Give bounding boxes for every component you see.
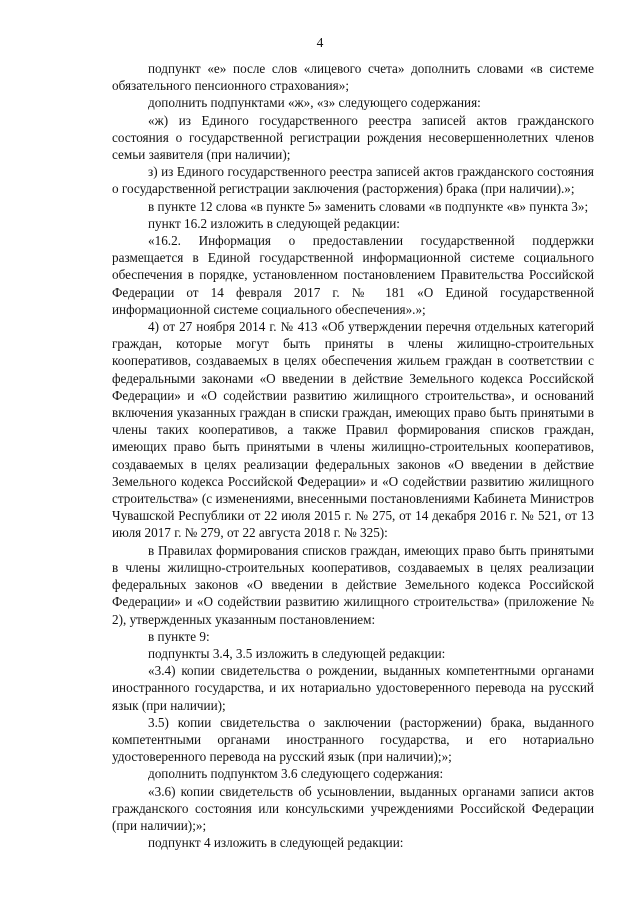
paragraph: подпункт 4 изложить в следующей редакции: [148,835,404,851]
paragraph: 3.5) копии свидетельства о заключении (расторжении) брака, выданного компетентными органами иностранного государства, и его нотариально удостоверенного перевода на русский язык (при наличии);»; [112,714,594,765]
page-number: 4 [316,35,324,50]
paragraph: «3.4) копии свидетельства о рождении, выданных компетентными органами иностранного государства, и их нотариально удостоверенного перевода на русский язык (при наличии); [112,663,594,713]
paragraph: дополнить подпунктами «ж», «з» следующего содержания: [148,95,481,111]
paragraph: 4) от 27 ноября 2014 г. № 413 «Об утверждении перечня отдельных категорий граждан, которые могут быть приняты в члены жилищно-строительных кооперативов, создаваемых в целях обеспечения жильем граждан в соответствии с федеральными законами «О введении в действие Земельного кодекса Российской Федерации» и «О содействии развитию жилищного строительства», и оснований включения указанных граждан в списки граждан, имеющих право быть принятыми в члены таких кооперативов, а также Правил формирования списков граждан, имеющих право быть принятыми в члены жилищно-строительных кооперативов, создаваемых в целях реализации федеральных законов «О введении в действие Земельного кодекса Российской Федерации» и «О содействии развитию жилищного строительства» (с изменениями, внесенными постановлениями Кабинета Министров Чувашской Республики от 22 июля 2015 г. № 275, от 14 декабря 2016 г. № 521, от 13 июля 2017 г. № 279, от 22 августа 2018 г. № 325): [112,319,594,541]
paragraph: пункт 16.2 изложить в следующей редакции: [148,215,400,231]
paragraph: в пункте 12 слова «в пункте 5» заменить словами «в подпункте «в» пункта 3»; [148,198,589,214]
paragraph: з) из Единого государственного реестра записей актов гражданского состояния о государственной регистрации заключения (расторжения) брака (при наличии).»; [112,164,594,197]
paragraph: дополнить подпунктом 3.6 следующего содержания: [148,766,444,782]
paragraph: «3.6) копии свидетельств об усыновлении, выданных органами записи актов гражданского состояния или консульскими учреждениями Российской Федерации (при наличии);»; [112,783,594,833]
paragraph: подпункт «е» после слов «лицевого счета» дополнить словами «в системе обязательного пенсионного страхования»; [112,61,594,94]
paragraph: «16.2. Информация о предоставлении государственной поддержки размещается в Единой государственной информационной системе социального обеспечения в порядке, установленном постановлением Правительства Российской Федерации от 14 февраля 2017 г. № 181 «О Единой государственной информационной системе социального обеспечения».»; [112,233,594,317]
paragraph: в Правилах формирования списков граждан, имеющих право быть принятыми в члены жилищно-строительных кооперативов, создаваемых в целях реализации федеральных законов «О введении в действие Земельного кодекса Российской Федерации» и «О содействии развитию жилищного строительства» (приложение № 2), утвержденных указанным постановлением: [112,542,594,627]
paragraph: в пункте 9: [148,628,210,644]
document-body [112,60,594,851]
paragraph: подпункты 3.4, 3.5 изложить в следующей редакции: [148,645,446,661]
paragraph: «ж) из Единого государственного реестра записей актов гражданского состояния о государственной регистрации рождения несовершеннолетних членов семьи заявителя (при наличии); [112,112,594,163]
